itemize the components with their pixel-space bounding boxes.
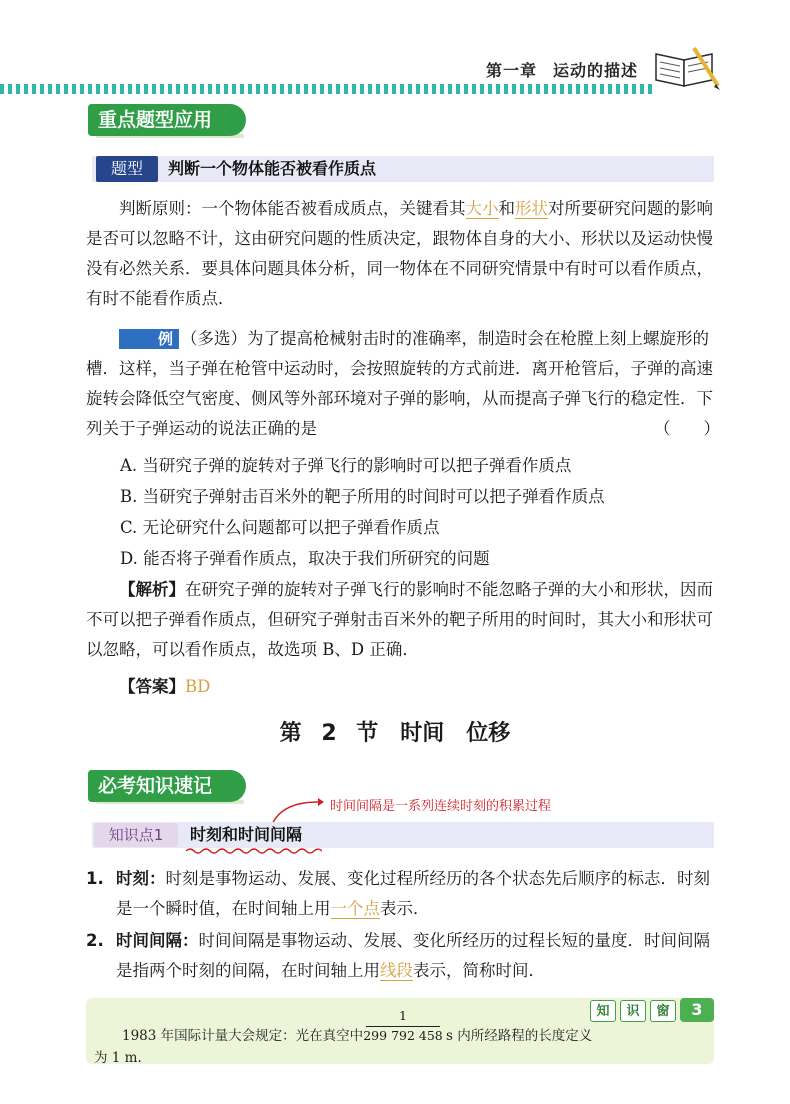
option-c: C. 无论研究什么问题都可以把子弹看作质点 xyxy=(120,518,440,537)
highlight-shape: 形状 xyxy=(515,199,548,218)
section-title: 第 2 节 时间 位移 xyxy=(279,721,511,746)
example-text: （多选）为了提高枪械射击时的准确率，制造时会在枪膛上刻上螺旋形的槽．这样，当子弹在枪管中运动时，会按照旋转的方式前进．离开枪管后，子弹的高速旋转会降低空气密度、侧风等外部环境对子弹的影响，从而提高子弹飞行的稳定性．下列关于子弹运动的说法正确的是 xyxy=(86,329,713,438)
option-b: B. 当研究子弹射击百米外的靶子所用的时间时可以把子弹看作质点 xyxy=(120,487,605,506)
footer-text-3: 为 1 m. xyxy=(94,1050,142,1066)
section-tag-must-know: 必考知识速记 xyxy=(88,770,246,802)
fraction-bar xyxy=(366,1026,440,1027)
knowledge-point-title: 时刻和时间间隔 xyxy=(190,825,303,844)
chapter-title: 运动的描述 xyxy=(553,61,639,80)
chapter-number: 第一章 xyxy=(486,61,538,80)
handwritten-note: 时间间隔是一系列连续时刻的积累过程 xyxy=(330,799,552,814)
principle-paragraph: 判断原则：一个物体能否被看成质点，关键看其大小和形状对所要研究问题的影响是否可以忽略不计，这由研究问题的性质决定，跟物体自身的大小、形状以及运动快慢没有必然关系．要具体问题具体分析，同一物体在不同研究情景中有时可以看作质点，有时不能看作质点． xyxy=(86,199,713,308)
analysis-paragraph xyxy=(86,575,714,665)
knowledge-window-char-3: 窗 xyxy=(650,1000,676,1022)
section-tag-key-questions: 重点题型应用 xyxy=(88,104,246,136)
answer-label: 【答案】 xyxy=(119,677,185,696)
highlight-segment: 线段 xyxy=(380,961,413,980)
analysis-text: 在研究子弹的旋转对子弹飞行的影响时不能忽略子弹的大小和形状，因而不可以把子弹看作质点，但研究子弹射击百米外的靶子所用的时间时，其大小和形状可以忽略，可以看作质点，故选项 B、D 正确． xyxy=(86,580,713,659)
fraction-denominator: 299 792 458 xyxy=(363,1028,443,1043)
knowledge-window-char-1: 知 xyxy=(590,1000,616,1022)
chapter-header xyxy=(486,58,638,81)
footer-text-1: 1983 年国际计量大会规定：光在真空中 xyxy=(122,1028,364,1044)
answer-line xyxy=(119,672,210,702)
fraction-numerator: 1 xyxy=(399,1008,407,1023)
example-question xyxy=(86,324,720,444)
highlight-point: 一个点 xyxy=(330,899,380,918)
knowledge-window-char-2: 识 xyxy=(620,1000,646,1022)
option-a: A. 当研究子弹的旋转对子弹飞行的影响时可以把子弹看作质点 xyxy=(120,456,572,475)
item-moment: 1. 时刻：时刻是事物运动、发展、变化过程所经历的各个状态先后顺序的标志．时刻是一个瞬时值，在时间轴上用一个点表示． xyxy=(86,869,710,918)
knowledge-point-badge: 知识点1 xyxy=(94,823,178,847)
topic-title: 判断一个物体能否被看作质点 xyxy=(168,159,377,178)
option-d: D. 能否将子弹看作质点，取决于我们所研究的问题 xyxy=(120,549,490,568)
term-interval: 时间间隔： xyxy=(116,931,199,950)
term-moment: 时刻： xyxy=(116,869,166,888)
example-badge: 例 xyxy=(119,329,179,349)
wavy-underline xyxy=(186,847,322,855)
knowledge-point-bar xyxy=(92,822,714,848)
analysis-label: 【解析】 xyxy=(119,580,185,599)
open-book-icon xyxy=(650,40,720,90)
header-dashed-line xyxy=(0,84,655,94)
page-number: 3 xyxy=(680,998,714,1022)
footer-text-2: s 内所经路程的长度定义 xyxy=(446,1028,593,1044)
highlight-size: 大小 xyxy=(465,199,499,218)
item-interval: 2. 时间间隔：时间间隔是事物运动、发展、变化所经历的过程长短的量度．时间间隔是指两个时刻的间隔，在时间轴上用线段表示，简称时间． xyxy=(86,931,710,980)
topic-badge: 题型 xyxy=(96,156,158,182)
answer-value: BD xyxy=(185,677,211,696)
answer-bracket: （ ） xyxy=(654,419,720,438)
